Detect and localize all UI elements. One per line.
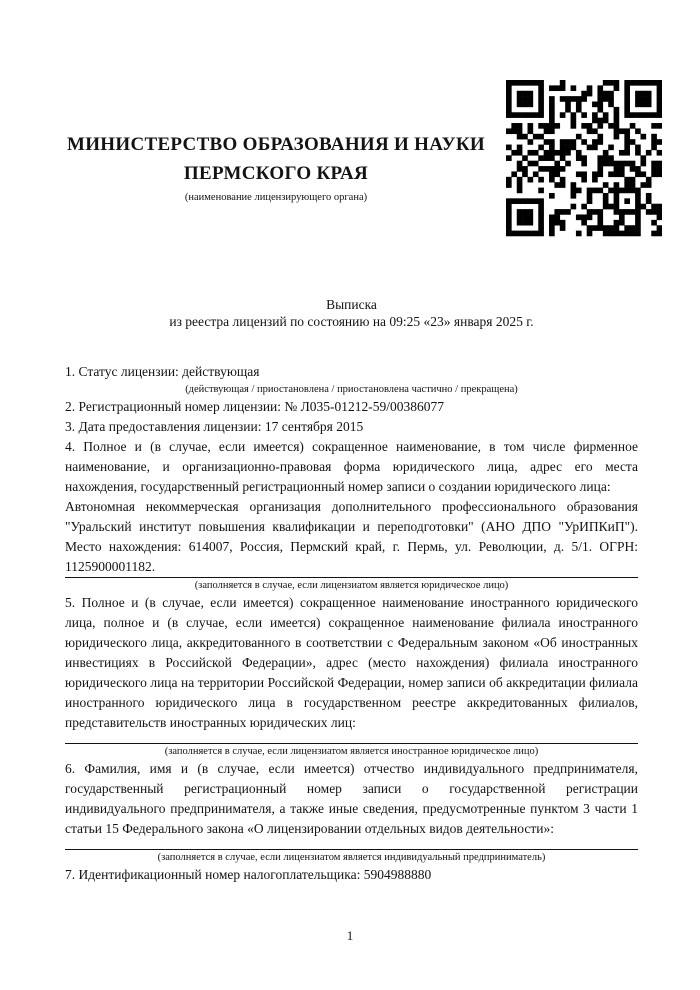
document-title <box>65 296 638 330</box>
legal-entity-value: Автономная некоммерческая организация дополнительного профессионального образования "Уральский институт повышения квалификации и переподготовки" (АНО ДПО "УрИПКиП"). Место нахождения: 614007, Россия, Пермский край, г. Пермь, ул. Революции, д. 5/1. ОГРН: 1125900001182. <box>65 497 638 578</box>
qr-code-pattern <box>506 78 662 238</box>
ministry-name-line1: МИНИСТЕРСТВО ОБРАЗОВАНИЯ И НАУКИ <box>66 134 486 155</box>
foreign-entity-heading: 5. Полное и (в случае, если имеется) сокращенное наименование иностранного юридического лица, полное и (в случае, если имеется) сокращенное наименование филиала иностранного юридического лица, аккредитованного в соответствии с Федеральным законом «Об иностранных инвестициях в Российской Федерации», адрес (место нахождения) филиала иностранного юридического лица на территории Российской Федерации, номер записи об аккредитации филиала иностранного юридического лица в государственном реестре аккредитованных филиалов, представительств иностранных юридических лиц: <box>65 595 638 730</box>
entrepreneur-note: (заполняется в случае, если лицензиатом является индивидуальный предприниматель) <box>157 852 546 863</box>
inn-line: 7. Идентификационный номер налогоплательщика: 5904988880 <box>65 867 432 882</box>
document-title-line2: из реестра лицензий по состоянию на 09:25 «23» января 2025 г. <box>169 314 534 329</box>
foreign-entity-blank-field <box>65 733 638 744</box>
license-status-line: 1. Статус лицензии: действующая <box>65 364 260 379</box>
qr-code-icon <box>506 78 662 238</box>
page-number: 1 <box>346 928 354 943</box>
entrepreneur-heading: 6. Фамилия, имя и (в случае, если имеется) отчество индивидуального предпринимателя, государственный регистрационный номер записи о государственной регистрации индивидуального предпринимателя, а также иные сведения, предусмотренные пунктом 3 части 1 статьи 15 Федерального закона «О лицензировании отдельных видов деятельности»: <box>65 761 638 836</box>
document-body <box>65 296 638 885</box>
legal-entity-heading: 4. Полное и (в случае, если имеется) сокращенное наименование, в том числе фирменное наименование, и организационно-правовая форма юридического лица, адрес его места нахождения, государственный регистрационный номер записи о создании юридического лица: <box>65 439 638 494</box>
registration-number-line: 2. Регистрационный номер лицензии: № Л035-01212-59/00386077 <box>65 399 445 414</box>
ministry-name-line2: ПЕРМСКОГО КРАЯ <box>183 163 369 184</box>
foreign-entity-note: (заполняется в случае, если лицензиатом является иностранное юридическое лицо) <box>164 746 539 757</box>
licensing-authority-caption: (наименование лицензирующего органа) <box>184 192 368 203</box>
document-header <box>60 130 492 203</box>
document-title-line1: Выписка <box>326 297 377 312</box>
license-status-note: (действующая / приостановлена / приостановлена частично / прекращена) <box>185 384 518 395</box>
grant-date-line: 3. Дата предоставления лицензии: 17 сентября 2015 <box>65 419 364 434</box>
licensing-authority-name <box>60 130 492 188</box>
legal-entity-note: (заполняется в случае, если лицензиатом является юридическое лицо) <box>194 580 509 591</box>
entrepreneur-blank-field <box>65 839 638 850</box>
